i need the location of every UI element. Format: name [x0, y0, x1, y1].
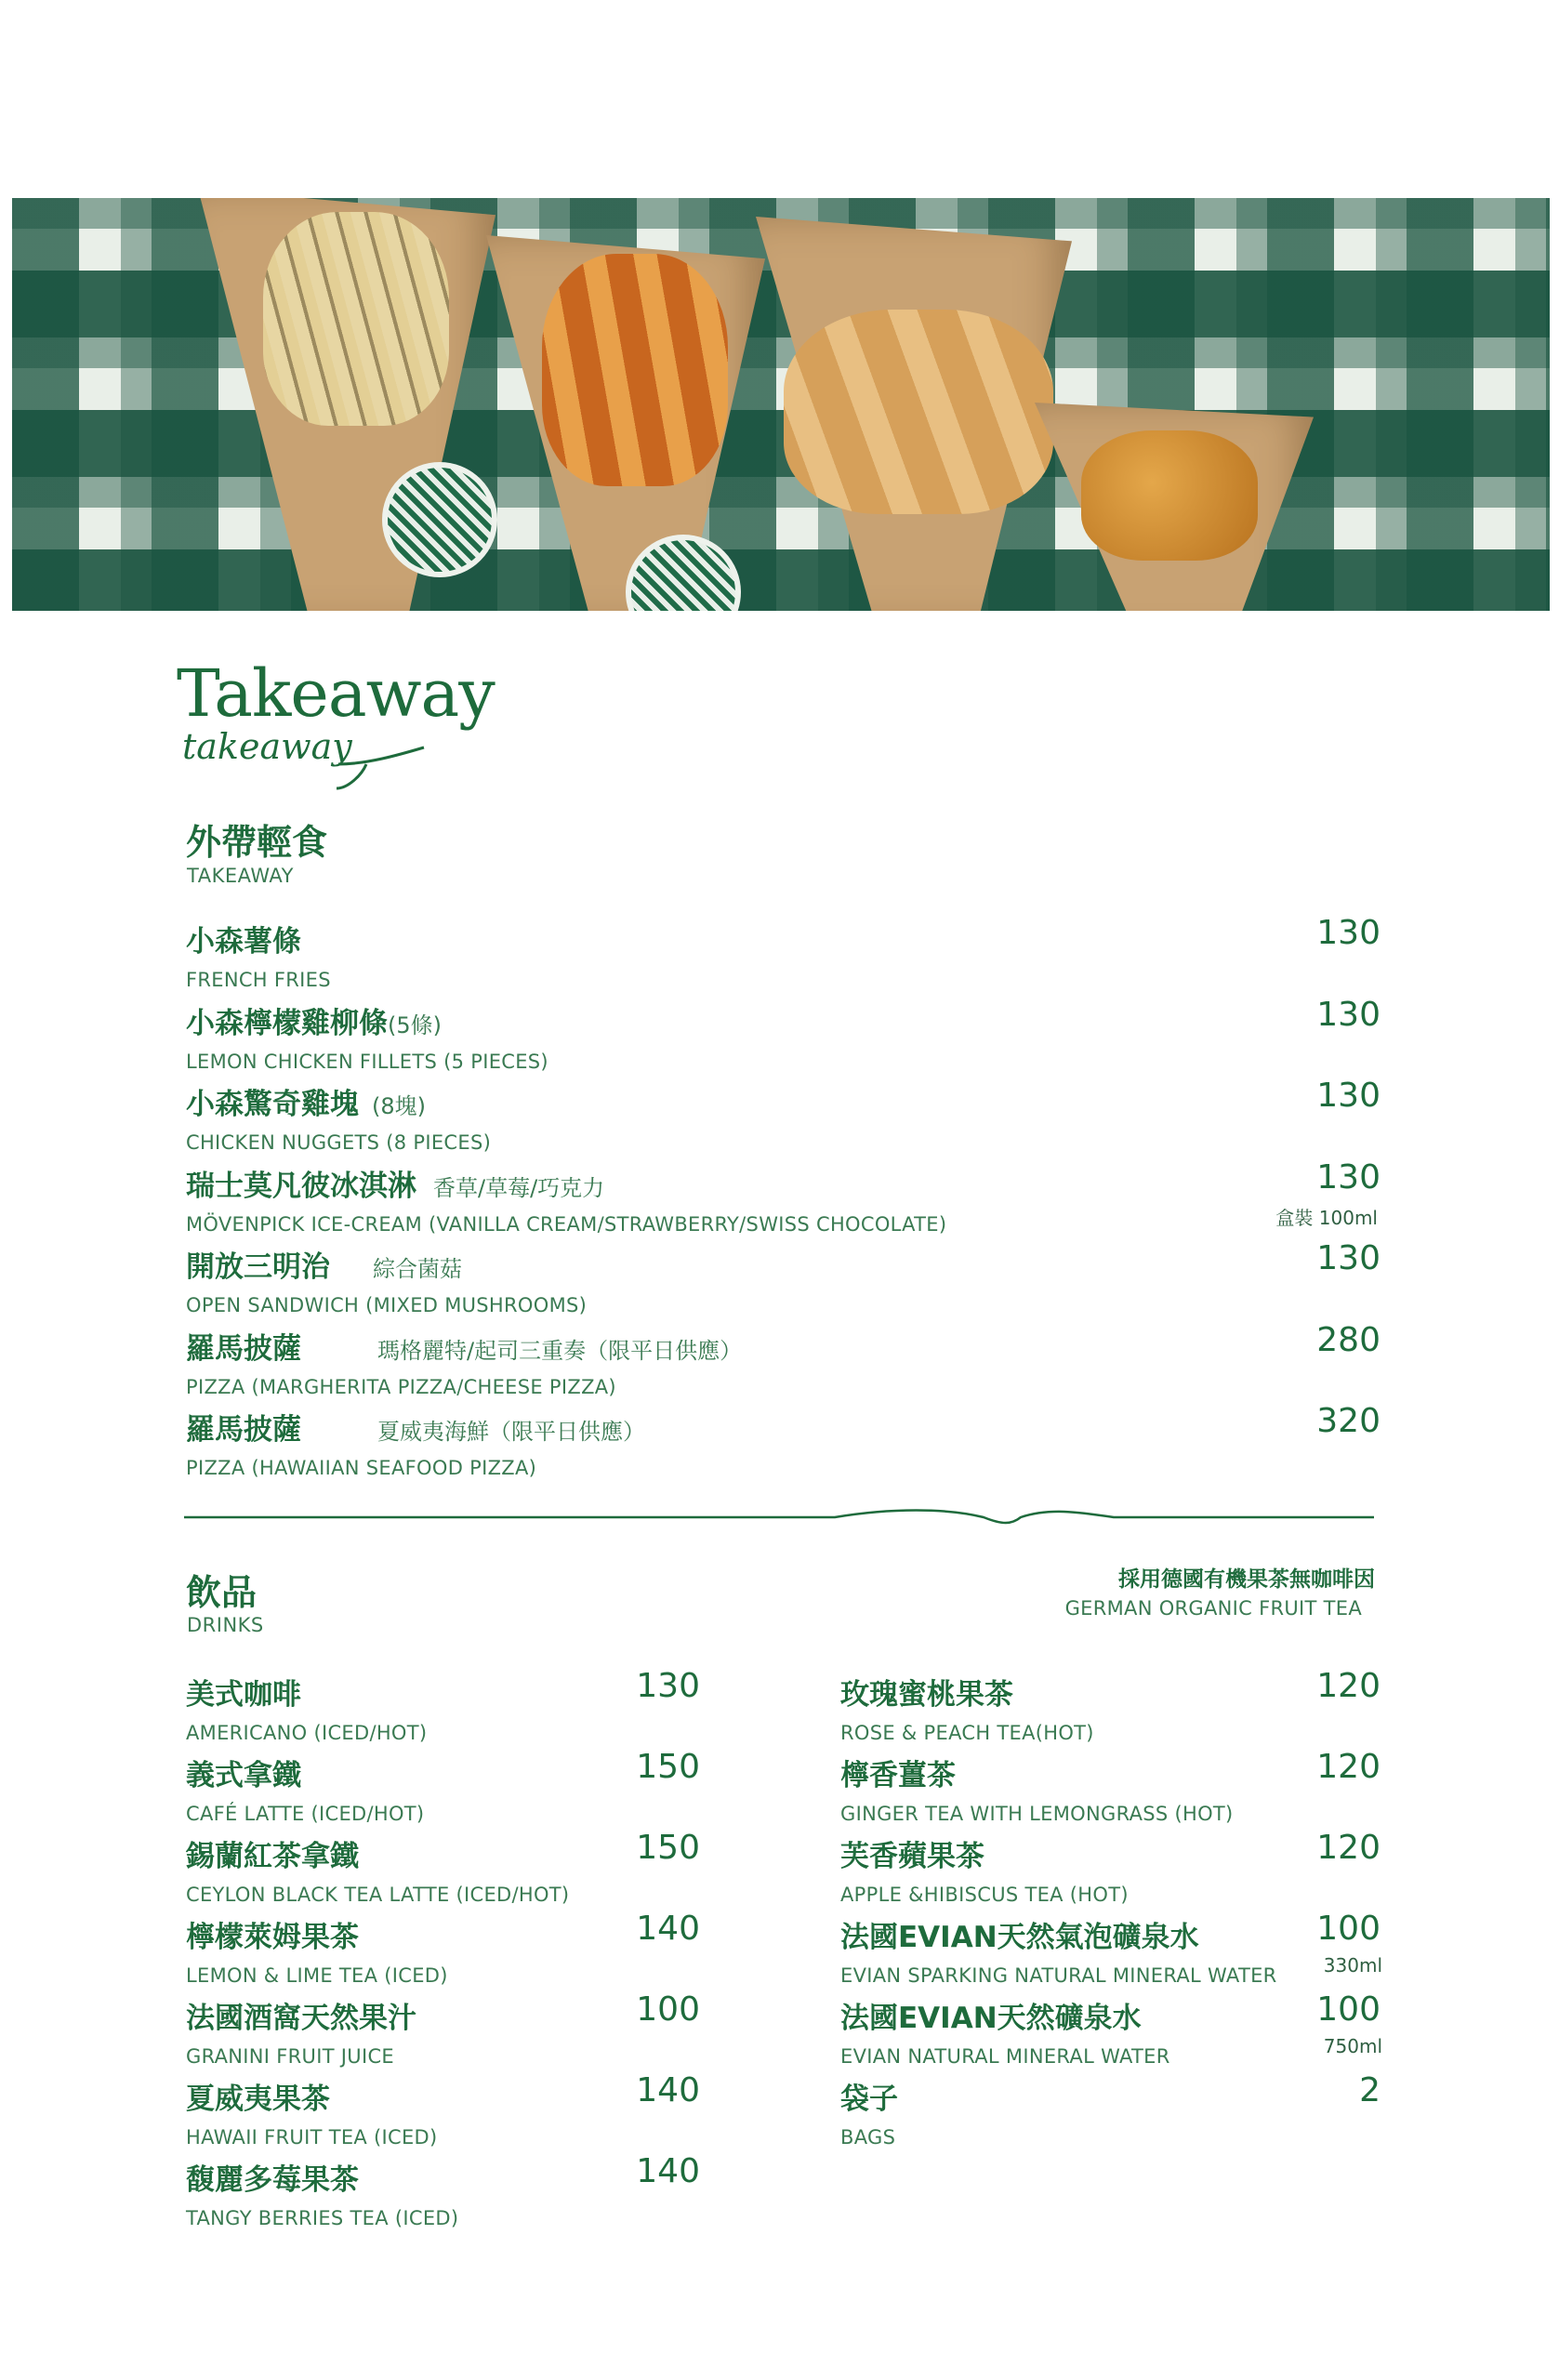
- menu-item-name: 小森驚奇雞塊: [186, 1088, 359, 1121]
- menu-item-english: PIZZA (HAWAIIAN SEAFOOD PIZZA): [186, 1457, 537, 1479]
- menu-item-english: LEMON CHICKEN FILLETS (5 PIECES): [186, 1050, 548, 1073]
- menu-item-price: 100: [1316, 1990, 1381, 2029]
- menu-item-price: 120: [1316, 1667, 1381, 1705]
- brand-sticker: [382, 462, 497, 577]
- menu-item-name-row: [186, 1994, 416, 2036]
- menu-item-name: 義式拿鐵: [186, 1759, 301, 1792]
- menu-item-name: 法國EVIAN天然氣泡礦泉水: [840, 1921, 1199, 1954]
- menu-item-note: (5條): [388, 1012, 442, 1038]
- menu-item-name: 芙香蘋果茶: [840, 1840, 984, 1873]
- menu-item: [186, 1913, 448, 1987]
- menu-item-name-row: [840, 1752, 1234, 1793]
- menu-item-note: (8塊): [372, 1093, 426, 1119]
- menu-item-english: LEMON & LIME TEA (ICED): [186, 1964, 448, 1987]
- menu-item-price: 130: [1316, 1239, 1381, 1277]
- menu-item-note: 香草/草莓/巧克力: [433, 1174, 605, 1201]
- menu-item-note: 夏威夷海鮮（限平日供應）: [377, 1419, 645, 1445]
- menu-item-name-row: [186, 1671, 427, 1712]
- menu-item-name-row: [186, 2156, 458, 2198]
- menu-item-price: 280: [1316, 1320, 1381, 1359]
- hero-photo: [12, 198, 1550, 611]
- menu-item: [840, 1671, 1094, 1744]
- menu-item-english: ROSE & PEACH TEA(HOT): [840, 1722, 1094, 1744]
- menu-item-name-row: [186, 1162, 946, 1204]
- menu-item-english: EVIAN SPARKING NATURAL MINERAL WATER: [840, 1964, 1277, 1987]
- menu-item-name: 小森薯條: [186, 925, 301, 959]
- menu-item-name-row: [186, 2075, 438, 2117]
- menu-item-english: HAWAII FRUIT TEA (ICED): [186, 2126, 438, 2149]
- menu-item-name: 檸香薑茶: [840, 1759, 956, 1792]
- menu-item-name: 開放三明治: [186, 1250, 330, 1284]
- menu-item-price: 140: [636, 2152, 700, 2190]
- takeaway-subheading: TAKEAWAY: [187, 865, 294, 887]
- menu-item-english: MÖVENPICK ICE-CREAM (VANILLA CREAM/STRAWBERRY/SWISS CHOCOLATE): [186, 1212, 947, 1236]
- menu-item-english: CAFÉ LATTE (ICED/HOT): [186, 1803, 425, 1825]
- menu-item-name-row: [186, 999, 548, 1041]
- script-logo: [180, 727, 431, 792]
- menu-item-english: GINGER TEA WITH LEMONGRASS (HOT): [840, 1803, 1234, 1825]
- chicken-nuggets: [1081, 430, 1258, 561]
- menu-item-name-row: [186, 1913, 448, 1955]
- menu-item-price: 130: [1316, 1077, 1381, 1115]
- menu-item-name-row: [186, 1832, 569, 1874]
- menu-item-english: BAGS: [840, 2126, 896, 2149]
- menu-item-english: FRENCH FRIES: [186, 969, 331, 991]
- menu-item-name-row: [840, 1832, 1129, 1874]
- menu-item-price: 100: [636, 1990, 700, 2029]
- menu-item: [840, 1994, 1170, 2068]
- menu-item-price: 130: [1316, 995, 1381, 1034]
- menu-item-english: AMERICANO (ICED/HOT): [186, 1722, 428, 1744]
- menu-item: [186, 2075, 438, 2149]
- menu-item: [186, 999, 548, 1073]
- menu-item: [186, 1994, 416, 2068]
- menu-item-name: 法國酒窩天然果汁: [186, 2002, 416, 2035]
- menu-item-price: 130: [1316, 1157, 1381, 1197]
- menu-item: [840, 2075, 898, 2149]
- drinks-heading: 飲品: [186, 1572, 258, 1613]
- menu-item-name: 美式咖啡: [186, 1678, 301, 1712]
- menu-item-english: CHICKEN NUGGETS (8 PIECES): [186, 1131, 492, 1154]
- menu-item-name: 檸檬萊姆果茶: [186, 1921, 359, 1954]
- menu-item: [186, 2156, 458, 2229]
- menu-item-name-row: [186, 1243, 587, 1285]
- menu-item-name: 袋子: [840, 2082, 898, 2116]
- menu-item-name: 羅馬披薩: [186, 1413, 301, 1447]
- menu-item-price: 120: [1316, 1748, 1381, 1786]
- menu-item-note: 瑪格麗特/起司三重奏（限平日供應）: [377, 1337, 743, 1364]
- menu-item: [186, 1832, 569, 1906]
- menu-item-price: 100: [1316, 1910, 1381, 1948]
- menu-item: [186, 1752, 424, 1825]
- menu-item-name: 法國EVIAN天然礦泉水: [840, 2002, 1142, 2035]
- menu-item-name-row: [840, 1994, 1170, 2036]
- menu-item: [840, 1832, 1129, 1906]
- menu-item: [840, 1913, 1277, 1987]
- menu-item-price: 2: [1359, 2071, 1381, 2109]
- menu-item-english: GRANINI FRUIT JUICE: [186, 2045, 394, 2068]
- menu-item-name-row: [840, 1913, 1277, 1955]
- menu-item-unit: 750ml: [1323, 2035, 1382, 2057]
- menu-item-name: 錫蘭紅茶拿鐵: [186, 1840, 359, 1873]
- menu-item-name: 羅馬披薩: [186, 1331, 301, 1366]
- menu-item: [840, 1752, 1234, 1825]
- menu-item-name-row: [186, 1406, 645, 1448]
- chicken-tenders: [784, 310, 1053, 514]
- menu-item-name-row: [186, 918, 331, 959]
- menu-item: [186, 1325, 742, 1398]
- menu-item-unit: 盒裝 100ml: [1275, 1206, 1378, 1229]
- script-logo-text: takeaway: [182, 727, 352, 767]
- menu-item: [186, 918, 331, 991]
- menu-item-price: 140: [636, 1910, 700, 1948]
- menu-item-english: TANGY BERRIES TEA (ICED): [186, 2207, 459, 2229]
- menu-item-price: 120: [1316, 1829, 1381, 1867]
- menu-item-english: EVIAN NATURAL MINERAL WATER: [840, 2045, 1170, 2068]
- drinks-subheading: DRINKS: [187, 1614, 264, 1636]
- menu-item-english: APPLE &HIBISCUS TEA (HOT): [840, 1884, 1129, 1906]
- menu-item-price: 130: [1316, 914, 1381, 952]
- menu-item-name-row: [186, 1325, 742, 1367]
- menu-item-name: 玫瑰蜜桃果茶: [840, 1678, 1013, 1712]
- menu-item: [186, 1671, 427, 1744]
- menu-item-english: PIZZA (MARGHERITA PIZZA/CHEESE PIZZA): [186, 1375, 616, 1398]
- menu-item-name: 瑞士莫凡彼冰淇淋: [186, 1169, 416, 1203]
- menu-item-name-row: [186, 1752, 424, 1793]
- menu-item-name: 馥麗多莓果茶: [186, 2163, 359, 2197]
- menu-item-price: 320: [1316, 1402, 1381, 1440]
- fruit-tea-note-en: GERMAN ORGANIC FRUIT TEA: [1064, 1597, 1362, 1620]
- menu-item-name-row: [840, 2075, 898, 2117]
- section-divider: [184, 1499, 1374, 1536]
- menu-item-note: 綜合菌菇: [373, 1256, 462, 1282]
- menu-item-name-row: [840, 1671, 1094, 1712]
- menu-item-english: CEYLON BLACK TEA LATTE (ICED/HOT): [186, 1884, 570, 1906]
- menu-item-name: 夏威夷果茶: [186, 2082, 330, 2116]
- page-title: Takeaway: [177, 655, 495, 732]
- menu-item-name-row: [186, 1080, 491, 1122]
- menu-item-price: 130: [636, 1667, 700, 1705]
- menu-item: [186, 1080, 491, 1154]
- fries: [263, 212, 449, 426]
- menu-item-price: 150: [636, 1829, 700, 1867]
- menu-item-name: 小森檸檬雞柳條: [186, 1006, 388, 1040]
- menu-item: [186, 1406, 645, 1479]
- fruit-tea-note: 採用德國有機果茶無咖啡因: [1118, 1567, 1375, 1592]
- menu-item-unit: 330ml: [1323, 1954, 1382, 1977]
- takeaway-heading: 外帶輕食: [186, 822, 328, 863]
- menu-item-english: OPEN SANDWICH (MIXED MUSHROOMS): [186, 1294, 588, 1316]
- menu-item: [186, 1243, 587, 1316]
- menu-item-price: 150: [636, 1748, 700, 1786]
- menu-item: [186, 1162, 946, 1236]
- menu-item-price: 140: [636, 2071, 700, 2109]
- chicken-fillets: [542, 254, 728, 486]
